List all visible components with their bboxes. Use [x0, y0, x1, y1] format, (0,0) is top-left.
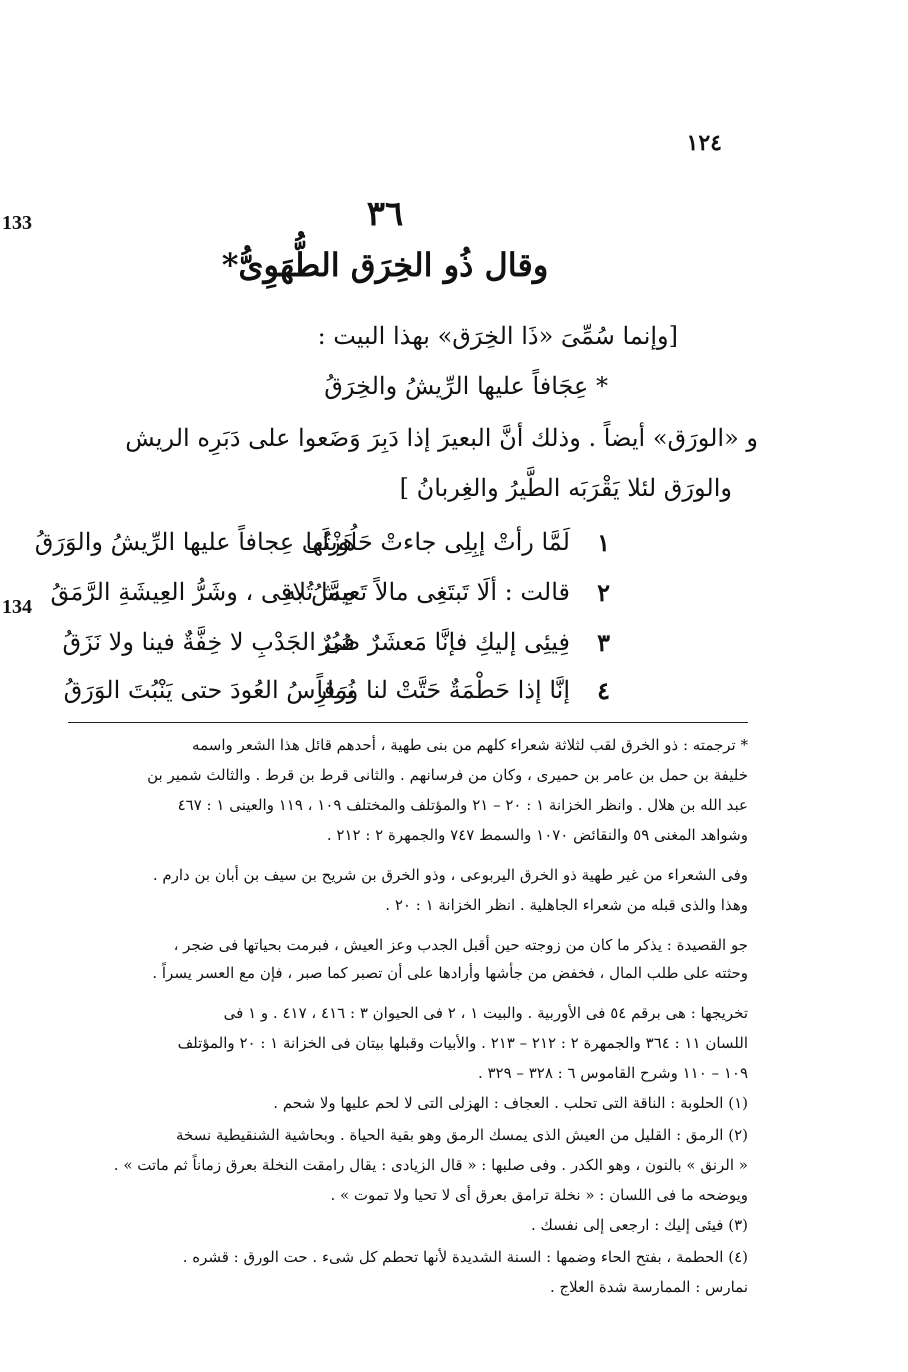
- verse-second-hemistich: مِمَّا تُلاقِى ، وشَرُّ العِيشَةِ الرَّمَقُ: [50, 578, 355, 606]
- footnote-divider: [68, 722, 748, 723]
- verse-number: ٣: [597, 628, 610, 657]
- footnote-line: « الرنق » بالنون ، وهو الكدر . وفى صلبها : « قال الزيادى : يقال رامقت النخلة بعرق زماناً ثم ماتت » .: [113, 1156, 748, 1174]
- verse-number: ٢: [597, 578, 610, 607]
- intro-line: [وإنما سُمِّىَ «ذَا الخِرَق» بهذا البيت :: [317, 322, 678, 350]
- verse-row: [0, 628, 760, 672]
- verse-first-hemistich: إنَّا إذا حَطْمَةٌ حَتَّتْ لنا ورَقاً: [316, 676, 570, 704]
- verse-first-hemistich: قالت : ألَا تَبتَغِى مالاً تَعيشُ به: [283, 578, 570, 606]
- verse-row: [0, 528, 760, 572]
- margin-reference-133: 133: [2, 212, 32, 234]
- footnote-line: وحثته على طلب المال ، فخفض من جأشها وأرادها على أن تصبر كما صبر ، فإن مع العسر يسراً .: [152, 964, 748, 982]
- verse-number: ١: [597, 528, 610, 557]
- footnote-line: عبد الله بن هلال . وانظر الخزانة ١ : ٢٠ – ٢١ والمؤتلف والمختلف ١٠٩ ، ١١٩ والعينى ١ : ٤٦٧: [177, 796, 748, 814]
- footnote-line: (٤) الحطمة ، بفتح الحاء وضمها : السنة الشديدة لأنها تحطم كل شىء . حت الورق : قشره .: [182, 1248, 748, 1266]
- verse-row: [0, 578, 760, 622]
- footnote-line: (١) الحلوبة : الناقة التى تحلب . العجاف : الهزلى التى لا لحم عليها ولا شحم .: [273, 1094, 748, 1112]
- verse-first-hemistich: فِيئِى إليكِ فإنَّا مَعشَرٌ صُبُرٌ: [319, 628, 570, 656]
- verse-second-hemistich: فى الجَدْبِ لا خِفَّةٌ فينا ولا نَزَقُ: [62, 628, 355, 656]
- poem-number: ٣٦: [366, 194, 404, 234]
- poem-title: وقال ذُو الخِرَق الطُّهَوِىُّ*: [221, 246, 549, 284]
- footnote-line: (٢) الرمق : القليل من العيش الذى يمسك الرمق وهو بقية الحياة . وبحاشية الشنقيطية نسخة: [175, 1126, 748, 1144]
- page-number: ١٢٤: [686, 130, 722, 156]
- verse-second-hemistich: نُمارِسُ العُودَ حتى يَنْبُتَ الوَرَقُ: [63, 676, 355, 704]
- footnote-line: اللسان ١١ : ٣٦٤ والجمهرة ٢ : ٢١٢ – ٢١٣ . والأبيات وقبلها بيتان فى الخزانة ١ : ٢٠ والمؤتلف: [177, 1034, 748, 1052]
- verse-row: [0, 676, 760, 720]
- footnote-line: تخريجها : هى برقم ٥٤ فى الأوربية . والبيت ١ ، ٢ فى الحيوان ٣ : ٤١٦ ، ٤١٧ . و ١ فى: [223, 1004, 748, 1022]
- intro-line: و «الورَق» أيضاً . وذلك أنَّ البعيرَ إذا دَبِرَ وَضَعوا على دَبَرِه الريش: [125, 424, 758, 452]
- verse-second-hemistich: هَزْلَى عِجافاً عليها الرِّيشُ والوَرَقُ: [34, 528, 355, 556]
- footnote-line: ١٠٩ – ١١٠ وشرح القاموس ٦ : ٣٢٨ – ٣٢٩ .: [477, 1064, 748, 1082]
- intro-line: * عِجَافاً عليها الرِّيشُ والخِرَقُ: [324, 372, 608, 400]
- footnote-line: وهذا والذى قبله من شعراء الجاهلية . انظر الخزانة ١ : ٢٠ .: [385, 896, 748, 914]
- footnote-line: ويوضحه ما فى اللسان : « نخلة ترامق بعرق أى لا تحيا ولا تموت » .: [330, 1186, 748, 1204]
- footnote-line: نمارس : الممارسة شدة العلاج .: [549, 1278, 748, 1296]
- footnote-line: وفى الشعراء من غير طهية ذو الخرق اليربوعى ، وذو الخرق بن شريح بن سيف بن أبان بن دارم .: [152, 866, 748, 884]
- verse-first-hemistich: لَمَّا رأتْ إبِلِى جاءتْ حَلُوبتُها: [305, 528, 570, 556]
- footnote-line: * ترجمته : ذو الخرق لقب لثلاثة شعراء كلهم من بنى طهية ، أحدهم قائل هذا الشعر واسمه: [192, 736, 748, 754]
- margin-reference-134: 134: [2, 596, 32, 618]
- footnote-line: (٣) فيئى إليك : ارجعى إلى نفسك .: [530, 1216, 748, 1234]
- verse-number: ٤: [597, 676, 610, 705]
- footnote-line: وشواهد المغنى ٥٩ والنقائض ١٠٧٠ والسمط ٧٤٧ والجمهرة ٢ : ٢١٢ .: [326, 826, 748, 844]
- intro-line: والورَق لئلا يَقْرَبَه الطَّيرُ والغِربانُ ]: [399, 474, 732, 502]
- footnote-line: جو القصيدة : يذكر ما كان من زوجته حين أقبل الجدب وعز العيش ، فبرمت بحياتها فى ضجر ،: [173, 936, 748, 954]
- footnote-line: خليفة بن حمل بن عامر بن حميرى ، وكان من فرسانهم . والثانى قرط بن قرط . والثالث شمير بن: [147, 766, 748, 784]
